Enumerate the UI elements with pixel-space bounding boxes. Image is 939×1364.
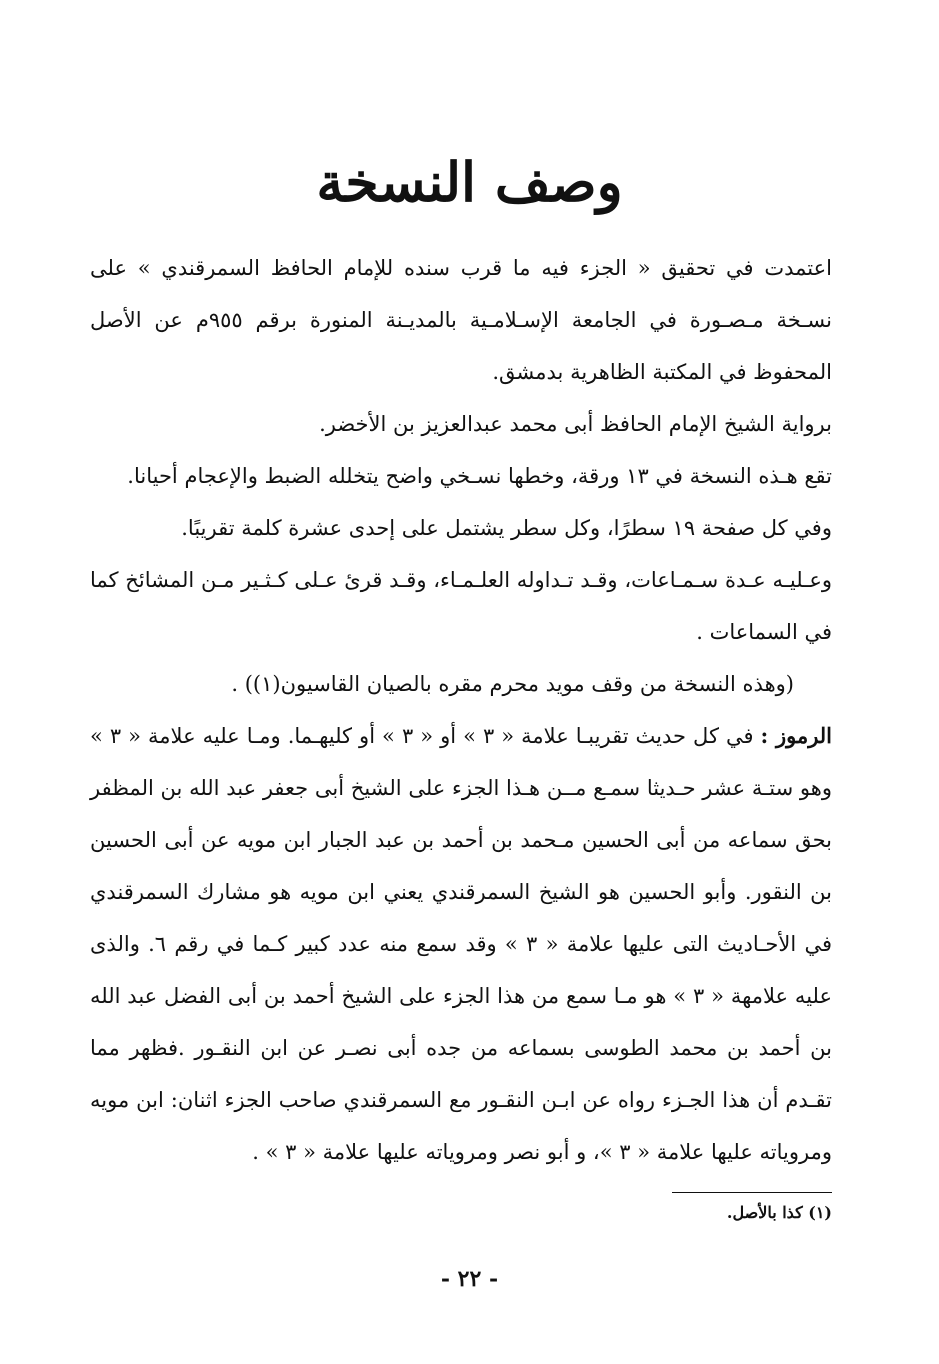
body-text <box>90 242 832 1178</box>
paragraph-waqf <box>90 658 832 710</box>
paragraph-text: برواية الشيخ الإمام الحافظ أبى محمد عبدالعزيز بن الأخضر. <box>319 412 832 436</box>
paragraph-symbols <box>90 710 832 1178</box>
paragraph-folios <box>90 450 832 502</box>
paragraph-text: وفي كل صفحة ١٩ سطرًا، وكل سطر يشتمل على إحدى عشرة كلمة تقريبًا. <box>181 516 832 540</box>
paragraph-text: وعـليـه عـدة سـمـاعات، وقـد تـداوله العلـمـاء، وقـد قرئ عـلى كـثـير مـن المشائخ كما في السماعات . <box>90 568 832 644</box>
symbols-label: الرموز : <box>760 723 833 748</box>
paragraph-lines <box>90 502 832 554</box>
page-title: وصف النسخة <box>316 150 623 214</box>
page-number: - ٢٢ - <box>440 1266 499 1292</box>
footnote-divider <box>672 1192 832 1193</box>
paragraph-source <box>90 242 832 398</box>
paragraph-text: تقع هـذه النسخة في ١٣ ورقة، وخطها نسـخي واضح يتخلله الضبط والإعجام أحيانا. <box>127 464 832 488</box>
paragraph-text: اعتمدت في تحقيق « الجزء فيه ما قرب سنده للإمام الحافظ السمرقندي » على نسـخة مـصـورة في الجامعة الإسـلامـية بالمديـنة المنورة برقم ٩٥٥م عن الأصل المحفوظ في المكتبة الظاهرية بدمشق. <box>90 256 832 384</box>
footnote: (١) كذا بالأصل. <box>726 1203 832 1222</box>
paragraph-text: في كل حديث تقريبـا علامة « ٣ » أو « ٣ » أو كليهـما. ومـا عليه علامة « ٣ » وهو ستـة عشر حـديثا سمـع مــن هـذا الجزء على الشيخ أبى جعفر عبد الله بن المظفر بحق سماعه من أبى الحسين مـحمد بن أحمد بن عبد الجبار ابن مويه عن أبى الحسين بن النقور. وأبو الحسين هو الشيخ السمرقندي يعني ابن مويه هو مشارك السمرقندي في الأحـاديث التى عليها علامة « ٣ » وقد سمع منه عدد كبير كـما في رقم ٦. والذى عليه علامهة « ٣ » هو مـا سمع من هذا الجزء على الشيخ أحمد بن أبى الفضل عبد الله بن أحمد بن محمد الطوسى بسماعه من جده أبى نصـر عن ابن النقـور .فظهر مما تقـدم أن هذا الجـزء رواه عن ابـن النقـور مع السمرقندي صاحب الجزء اثنان: ابن مويه ومروياته عليها علامة « ٣ »، و أبو نصر ومروياته عليها علامة « ٣ » . <box>90 724 833 1164</box>
paragraph-text: (وهذه النسخة من وقف مويد محرم مقره بالصيان القاسيون(١)) . <box>231 672 794 696</box>
paragraph-samaat <box>90 554 832 658</box>
paragraph-narration <box>90 398 832 450</box>
